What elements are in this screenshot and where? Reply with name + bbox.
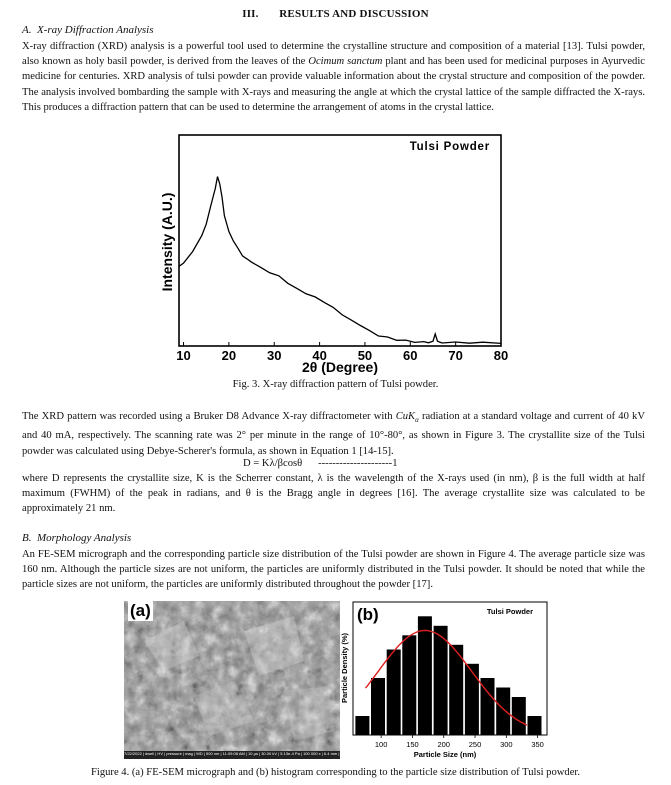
xrd-x-tick-label: 20	[221, 348, 237, 363]
xrd-pattern-line	[179, 177, 501, 344]
panel-a-label: (a)	[130, 601, 151, 620]
histogram-bar	[402, 635, 416, 735]
histogram-x-tick-label: 250	[468, 740, 482, 749]
histogram-bar	[371, 678, 385, 735]
xrd-x-tick-label: 70	[448, 348, 463, 363]
histogram-x-tick-label: 100	[374, 740, 388, 749]
histogram-x-tick-label: 300	[500, 740, 513, 749]
panel-b-label: (b)	[357, 605, 379, 624]
histogram-x-tick-label: 350	[531, 740, 544, 749]
histogram-x-ticks	[375, 735, 544, 749]
sem-texture	[124, 601, 340, 751]
histogram-bar	[418, 616, 432, 735]
histogram-figure	[337, 600, 551, 762]
xrd-x-axis-label: 2θ (Degree)	[301, 359, 379, 375]
subsection-b-heading	[22, 532, 131, 544]
section-heading	[0, 8, 671, 20]
histogram-bar	[387, 650, 401, 736]
histogram-bar	[465, 664, 479, 735]
histogram-y-axis-label: Particle Density (%)	[340, 632, 349, 704]
xrd-x-tick-label: 40	[312, 348, 327, 363]
histogram-x-tick-label: 200	[437, 740, 450, 749]
histogram-bar	[496, 688, 510, 736]
xrd-paragraph-1: X-ray diffraction (XRD) analysis is a powerful tool used to determine the crystalline structure and composition of a material [13]. Tulsi powder, also known as holy basil powder, is derived from the leaves of the Ocimum sanctum plant and has been used for medicinal purposes in Ayurvedic medicine for centuries. XRD analysis of tulsi powder can provide valuable information about the crystal structure and composition of the powder. The analysis involved bombarding the sample with X-rays and measuring the angle at which the crystal lattice of the sample diffracted the X-rays. This produces a diffraction pattern that can be used to determine the arrangement of atoms in the crystal lattice.	[22, 41, 645, 113]
subsection-b-title: Morphology Analysis	[36, 532, 132, 544]
radiation-symbol: CuK$_\alpha$	[395, 411, 419, 425]
xrd-x-tick-label: 60	[403, 348, 418, 363]
scherrer-equation: D = Kλ/βcosθ ---------------------1	[243, 458, 398, 469]
xrd-x-tick-label: 10	[176, 348, 191, 363]
xrd-chart	[150, 132, 520, 378]
xrd-y-axis-label: Intensity (A.U.)	[159, 192, 175, 292]
morphology-paragraph: An FE-SEM micrograph and the corresponding particle size distribution of the Tulsi powder are shown in Figure 4. The average particle size was 160 nm. Although the particle sizes are not uniform, the particles are uniformly distributed in the Tulsi powder. It should be noted that while the particle sizes are not uniform, the particles are uniformly distributed throughout the powder [17].	[22, 549, 645, 591]
subsection-a-letter: A.	[22, 24, 32, 36]
histogram-bar	[528, 716, 542, 735]
subsection-b-letter: B.	[22, 532, 32, 544]
histogram-chart	[337, 600, 551, 762]
section-number: III.	[242, 8, 259, 20]
subsection-a-title: X-ray Diffraction Analysis	[36, 24, 154, 36]
histogram-title: Tulsi Powder	[486, 607, 533, 616]
histogram-bar	[434, 626, 448, 735]
xrd-paragraph-3: where D represents the crystallite size, K is the Scherrer constant, λ is the wavelength of the X-rays used (in nm), β is the full width at half maximum (FWHM) of the peak in radians, and θ is the Bragg angle in degrees [16]. The average crystallite size was calculated to be approximately 21 nm.	[22, 473, 645, 515]
histogram-x-tick-label: 150	[406, 740, 419, 749]
histogram-bar	[355, 716, 369, 735]
histogram-x-axis-label: Particle Size (nm)	[413, 750, 477, 759]
sem-info-bar: 7/22/2022 | dwell | HV | pressure | mag | WD | 500 nm | 11:09:08 AM | 10 µs | 30.00 kV | 5.13e-4 Pa | 100 000 x | 6.4 mm | CRF, IIT Delhi	[124, 751, 340, 759]
xrd-paragraph-2: The XRD pattern was recorded using a Bruker D8 Advance X-ray diffractometer with CuK$_\alpha$ radiation at a standard voltage and current of 40 kV and 40 mA, respectively. The scanning rate was 2° per minute in the range of 10°-80°, as shown in Figure 3. The crystallite size of the Tulsi powder was calculated using Debye-Scherer's formula, as shown in Equation 1 [14-15].	[22, 411, 645, 457]
xrd-chart-title: Tulsi Powder	[409, 141, 490, 153]
xrd-figure	[150, 132, 520, 378]
xrd-x-tick-label: 50	[357, 348, 373, 363]
species-name: Ocimum sanctum	[308, 56, 383, 68]
section-title: RESULTS AND DISCUSSION	[279, 8, 429, 20]
subsection-a-heading	[22, 24, 154, 36]
histogram-bar	[512, 697, 526, 735]
fig3-caption: Fig. 3. X-ray diffraction pattern of Tulsi powder.	[232, 379, 439, 390]
fig4-caption: Figure 4. (a) FE-SEM micrograph and (b) histogram corresponding to the particle size distribution of Tulsi powder.	[91, 767, 580, 778]
xrd-x-tick-label: 80	[493, 348, 509, 363]
xrd-x-tick-label: 30	[267, 348, 282, 363]
xrd-plot-frame	[179, 135, 501, 346]
